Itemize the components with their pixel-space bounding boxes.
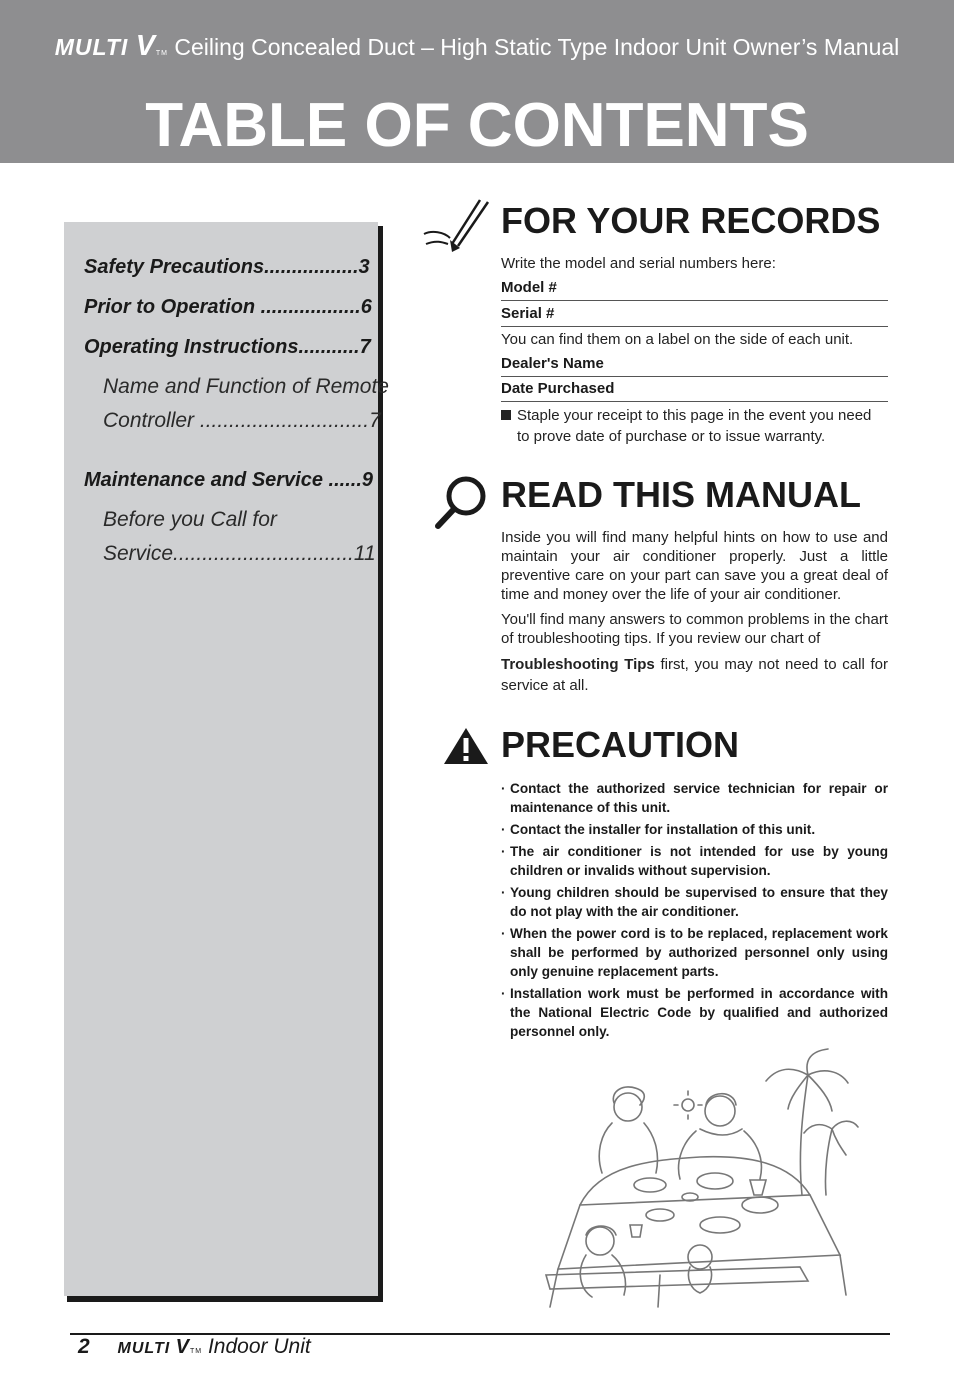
- staple-note: Staple your receipt to this page in the event you need to prove date of purchase or to issue warranty.: [501, 405, 888, 447]
- manual-para3: Troubleshooting Tips first, you may not need to call for service at all.: [501, 656, 888, 694]
- precaution-title: PRECAUTION: [501, 724, 740, 765]
- toc-entry-prior-operation[interactable]: Prior to Operation ..................6: [84, 296, 372, 318]
- manual-para2: You'll find many answers to common problems in the chart of troubleshooting tips. If you review our chart of: [501, 611, 888, 647]
- records-title: FOR YOUR RECORDS: [501, 200, 881, 241]
- footer: [78, 1335, 311, 1359]
- toc-entry-remote-line1: Name and Function of Remote: [103, 375, 389, 398]
- toc-entry-before-call-line1: Before you Call for: [103, 508, 277, 531]
- footer-multi-v-logo: MULTI VTM: [117, 1336, 203, 1358]
- serial-label: Serial #: [501, 305, 555, 322]
- precaution-item: · Contact the authorized service technician for repair or maintenance of this unit.: [501, 779, 888, 817]
- header-subtitle: Ceiling Concealed Duct – High Static Type Indoor Unit Owner’s Manual: [174, 34, 900, 60]
- page-number: 2: [78, 1335, 90, 1358]
- precaution-item: · Young children should be supervised to ensure that they do not play with the air conditioner.: [501, 883, 888, 921]
- date-purchased-label: Date Purchased: [501, 380, 615, 397]
- troubleshooting-tips-bold: Troubleshooting Tips: [501, 656, 655, 673]
- precaution-list: [501, 779, 888, 1044]
- warning-icon: [442, 726, 490, 766]
- model-rule: [501, 300, 888, 301]
- toc-entry-remote-controller[interactable]: [103, 370, 389, 438]
- toc-entry-before-call-line2: Service...............................11: [103, 542, 376, 565]
- precaution-item: · Installation work must be performed in accordance with the National Electric Code by qualified and authorized personnel only.: [501, 984, 888, 1041]
- records-intro: Write the model and serial numbers here:: [501, 255, 776, 272]
- multi-v-logo: MULTI VTM: [54, 30, 168, 62]
- dealer-rule: [501, 376, 888, 377]
- picnic-illustration: [540, 1045, 860, 1310]
- precaution-item: · The air conditioner is not intended for use by young children or invalids without supervision.: [501, 842, 888, 880]
- header-band: [0, 0, 954, 163]
- toc-entry-maintenance[interactable]: Maintenance and Service ......9: [84, 469, 374, 491]
- toc-entry-safety[interactable]: Safety Precautions.................3: [84, 256, 370, 278]
- square-bullet-icon: [501, 410, 511, 420]
- toc-entry-before-call[interactable]: [103, 503, 376, 571]
- magnifier-icon: [432, 474, 494, 532]
- label-note: You can find them on a label on the side of each unit.: [501, 331, 854, 348]
- date-rule: [501, 401, 888, 402]
- dealer-label: Dealer's Name: [501, 355, 604, 372]
- toc-panel: [64, 222, 389, 1296]
- header-subtitle-line: [0, 30, 954, 63]
- manual-title: READ THIS MANUAL: [501, 474, 861, 515]
- footer-label: Indoor Unit: [207, 1335, 311, 1358]
- precaution-item: · Contact the installer for installation of this unit.: [501, 820, 888, 839]
- model-label: Model #: [501, 279, 557, 296]
- manual-para1: Inside you will find many helpful hints on how to use and maintain your air conditioner properly. Just a little preventive care on your part can save you a great deal of time and money over the life of your air conditioner.: [501, 529, 888, 603]
- toc-entry-operating-instructions[interactable]: Operating Instructions...........7: [84, 336, 371, 358]
- serial-rule: [501, 326, 888, 327]
- pen-icon: [422, 196, 494, 256]
- toc-entry-remote-line2: Controller .............................7: [103, 409, 381, 432]
- page-title: TABLE OF CONTENTS: [145, 91, 809, 160]
- precaution-item: · When the power cord is to be replaced, replacement work shall be performed by authorized personnel only using only genuine replacement parts.: [501, 924, 888, 981]
